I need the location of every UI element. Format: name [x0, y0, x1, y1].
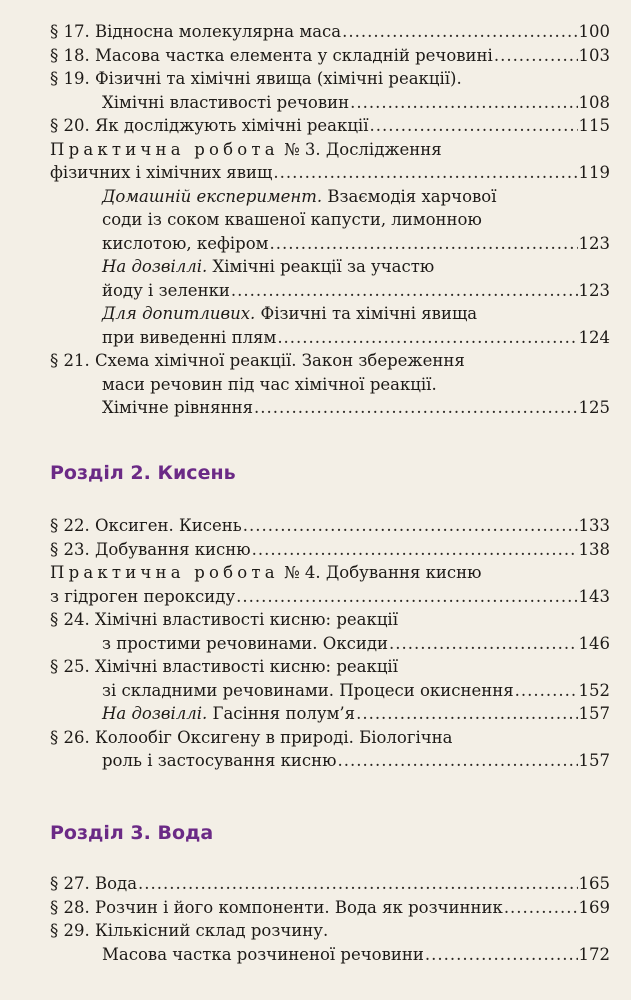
toc-entry-title: [50, 561, 482, 585]
toc-entry-title: Хімічні властивості речовин: [102, 92, 350, 112]
dot-leader: [350, 91, 577, 115]
toc-entry[interactable]: [50, 608, 610, 632]
toc-entry[interactable]: [50, 872, 610, 896]
dot-leader: [269, 232, 577, 256]
toc-entry-title: § 28. Розчин і його компоненти. Вода як розчинник: [50, 897, 503, 917]
toc-entry-title: з гідроген пероксиду: [50, 586, 236, 606]
toc-entry-title: § 27. Вода: [50, 874, 138, 893]
toc-entry-extra[interactable]: [50, 302, 610, 326]
practical-work-label: Практична робота: [50, 563, 279, 582]
dot-leader: [389, 632, 577, 656]
toc-entry-title: йоду і зеленки: [102, 280, 230, 300]
toc-entry-title: § 17. Відносна молекулярна маса: [50, 22, 342, 41]
chapter-heading: Розділ 3. Вода: [50, 822, 214, 844]
toc-entry[interactable]: [50, 514, 610, 538]
toc-entry-title: кислотою, кефіром: [102, 233, 269, 253]
toc-entry-text: Хімічні реакції за участю: [207, 257, 435, 276]
toc-entry[interactable]: [50, 114, 610, 138]
page-number: 172: [578, 944, 610, 964]
toc-entry-title: з простими речовинами. Оксиди: [102, 633, 389, 653]
page-number: 125: [578, 398, 610, 417]
toc-entry-title: соди із соком квашеної капусти, лимонною: [102, 210, 482, 229]
extra-label: Домашній експеримент.: [102, 186, 323, 206]
dot-leader: [356, 702, 577, 726]
dot-leader: [370, 114, 578, 138]
toc-list-chapter-3: [50, 872, 610, 966]
chapter-heading: Розділ 2. Кисень: [50, 462, 236, 484]
toc-entry[interactable]: [50, 67, 610, 91]
toc-list-chapter-2: [50, 514, 610, 773]
toc-entry-title: § 25. Хімічні властивості кисню: реакції: [50, 657, 398, 676]
toc-entry-extra[interactable]: [50, 702, 610, 726]
extra-label: Для допитливих.: [102, 304, 256, 323]
toc-entry-practical-work[interactable]: [50, 561, 610, 585]
dot-leader: [236, 585, 577, 609]
toc-entry-title: Масова частка розчиненої речовини: [102, 944, 424, 964]
toc-entry-continuation[interactable]: [50, 232, 610, 256]
page-number: 119: [578, 163, 610, 182]
toc-entry-text: № 4. Добування кисню: [278, 563, 482, 582]
dot-leader: [243, 514, 578, 538]
toc-entry-continuation[interactable]: [50, 585, 610, 609]
toc-entry[interactable]: [50, 896, 610, 920]
page-number: 143: [578, 586, 610, 606]
toc-entry-title: роль і застосування кисню: [102, 751, 337, 770]
extra-label: На дозвіллі.: [102, 257, 208, 276]
toc-entry-title: § 19. Фізичні та хімічні явища (хімічні реакції).: [50, 69, 462, 88]
dot-leader: [342, 20, 577, 44]
toc-entry-title: фізичних і хімічних явищ: [50, 163, 273, 182]
toc-entry[interactable]: [50, 726, 610, 750]
page-number: 165: [578, 874, 610, 893]
dot-leader: [277, 326, 577, 350]
page-number: 152: [578, 680, 610, 700]
page-number: 115: [578, 116, 610, 135]
dot-leader: [231, 279, 578, 303]
toc-entry-continuation[interactable]: [50, 943, 610, 967]
toc-entry-continuation[interactable]: [50, 373, 610, 397]
toc-entry-continuation[interactable]: [50, 326, 610, 350]
toc-entry-continuation[interactable]: [50, 91, 610, 115]
toc-entry-title: [102, 255, 434, 279]
page-number: 146: [578, 633, 610, 653]
toc-entry-continuation[interactable]: [50, 632, 610, 656]
toc-entry-title: § 20. Як досліджують хімічні реакції: [50, 116, 369, 135]
toc-entry[interactable]: [50, 655, 610, 679]
toc-entry-title: § 18. Масова частка елемента у складній речовині: [50, 45, 493, 65]
toc-entry-continuation[interactable]: [50, 396, 610, 420]
page-number: 138: [578, 539, 610, 559]
toc-entry[interactable]: [50, 538, 610, 562]
toc-entry-text: № 3. Дослідження: [278, 139, 442, 159]
toc-entry-extra[interactable]: [50, 185, 610, 209]
toc-entry[interactable]: [50, 44, 610, 68]
toc-list-chapter-1: [50, 20, 610, 420]
toc-entry-text: Фізичні та хімічні явища: [255, 304, 478, 323]
toc-entry-continuation[interactable]: [50, 679, 610, 703]
page-number: 108: [578, 92, 610, 112]
page-number: 123: [578, 233, 610, 253]
toc-entry-title: § 29. Кількісний склад розчину.: [50, 921, 329, 940]
toc-entry-title: [102, 185, 497, 209]
toc-entry-continuation[interactable]: [50, 279, 610, 303]
practical-work-label: Практична робота: [50, 139, 279, 159]
page-number: 100: [578, 22, 610, 41]
toc-entry-extra[interactable]: [50, 255, 610, 279]
page-number: 169: [578, 897, 610, 917]
dot-leader: [273, 161, 577, 185]
extra-label: На дозвіллі.: [102, 704, 208, 723]
toc-entry-continuation[interactable]: [50, 161, 610, 185]
toc-entry[interactable]: [50, 20, 610, 44]
toc-entry-continuation[interactable]: [50, 749, 610, 773]
toc-entry-title: [102, 702, 355, 726]
page-number: 157: [578, 751, 610, 770]
dot-leader: [138, 872, 577, 896]
page-number: 103: [578, 45, 610, 65]
dot-leader: [494, 44, 578, 68]
page-number: 123: [578, 280, 610, 300]
toc-entry-practical-work[interactable]: [50, 138, 610, 162]
dot-leader: [425, 943, 578, 967]
toc-entry-title: [50, 138, 442, 162]
toc-entry-title: § 24. Хімічні властивості кисню: реакції: [50, 610, 398, 629]
toc-entry-title: § 22. Оксиген. Кисень: [50, 516, 242, 535]
toc-entry-title: § 21. Схема хімічної реакції. Закон збереження: [50, 351, 465, 370]
toc-entry-title: § 23. Добування кисню: [50, 539, 251, 559]
dot-leader: [338, 749, 578, 773]
dot-leader: [254, 396, 578, 420]
dot-leader: [504, 896, 578, 920]
toc-entry-title: Хімічне рівняння: [102, 398, 253, 417]
page-number: 133: [578, 516, 610, 535]
toc-entry-text: Взаємодія харчової: [322, 186, 497, 206]
toc-entry-continuation[interactable]: [50, 208, 610, 232]
toc-entry-title: при виведенні плям: [102, 327, 277, 347]
dot-leader: [252, 538, 578, 562]
dot-leader: [515, 679, 578, 703]
toc-entry-text: Гасіння полум’я: [207, 704, 356, 723]
page-number: 157: [578, 704, 610, 723]
toc-entry[interactable]: [50, 919, 610, 943]
toc-entry[interactable]: [50, 349, 610, 373]
toc-entry-title: зі складними речовинами. Процеси окиснення: [102, 680, 514, 700]
toc-entry-title: § 26. Колообіг Оксигену в природі. Біологічна: [50, 727, 453, 747]
toc-entry-title: маси речовин під час хімічної реакції.: [102, 374, 437, 394]
page-number: 124: [578, 327, 610, 347]
toc-entry-title: [102, 302, 477, 326]
